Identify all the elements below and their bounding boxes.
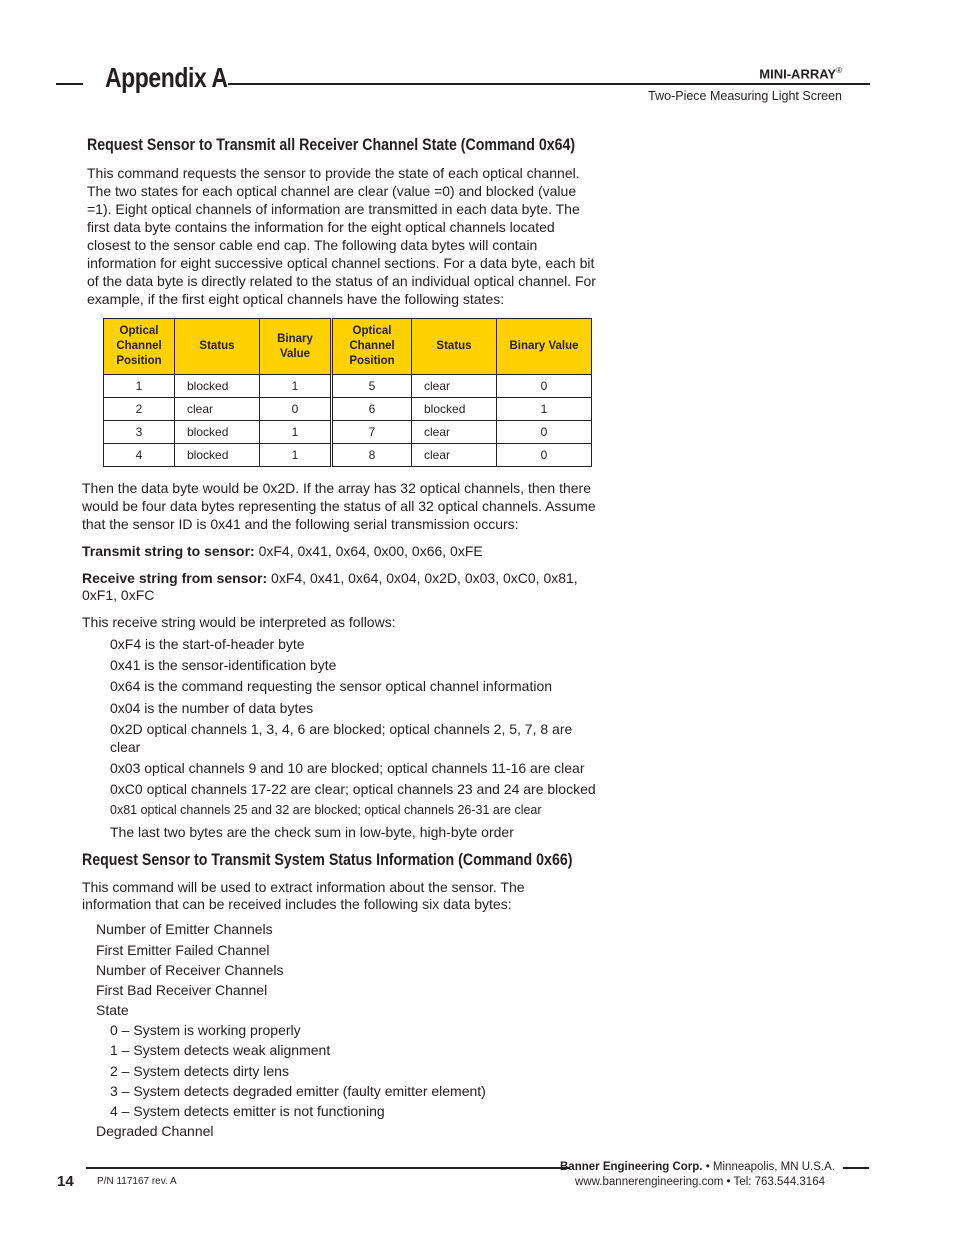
- col-header-status-2: Status: [412, 319, 497, 375]
- body-line: Then the data byte would be 0x2D. If the array has 32 optical channels, then there: [82, 480, 591, 496]
- cell-status: blocked: [175, 444, 260, 467]
- cell-position: 1: [104, 375, 175, 398]
- receive-value: 0xF4, 0x41, 0x64, 0x04, 0x2D, 0x03, 0xC0, 0x81,: [267, 570, 578, 586]
- cell-position: 3: [104, 421, 175, 444]
- table-row: [104, 398, 592, 421]
- col-header-binary-2: Binary Value: [497, 319, 592, 375]
- receive-string: [82, 570, 578, 586]
- table-row: [104, 375, 592, 398]
- cell-position: 6: [332, 398, 412, 421]
- col-header-binary: Binary Value: [260, 319, 332, 375]
- company-name: Banner Engineering Corp.: [560, 1161, 703, 1173]
- col-header-status: Status: [175, 319, 260, 375]
- transmit-value: 0xF4, 0x41, 0x64, 0x00, 0x66, 0xFE: [254, 543, 483, 559]
- cell-binary: 1: [260, 444, 332, 467]
- registered-mark: ®: [836, 66, 842, 75]
- list-item: clear: [110, 739, 141, 755]
- section-heading-0x64: Request Sensor to Transmit all Receiver Channel State (Command 0x64): [87, 136, 576, 154]
- cell-position: 5: [332, 375, 412, 398]
- page-title: Appendix A: [105, 62, 228, 93]
- header-rule-left: [56, 83, 83, 85]
- state-value: 1 – System detects weak alignment: [110, 1042, 331, 1058]
- table-row: [104, 421, 592, 444]
- cell-binary: 0: [497, 375, 592, 398]
- cell-position: 2: [104, 398, 175, 421]
- product-name-text: MINI-ARRAY: [759, 66, 837, 82]
- cell-binary: 1: [260, 375, 332, 398]
- cell-binary: 0: [497, 444, 592, 467]
- list-item: Number of Emitter Channels: [96, 921, 273, 937]
- company-location: • Minneapolis, MN U.S.A.: [702, 1161, 835, 1173]
- cell-position: 4: [104, 444, 175, 467]
- intro-line: example, if the first eight optical channels have the following states:: [87, 291, 505, 307]
- state-value: 4 – System detects emitter is not functioning: [110, 1103, 385, 1119]
- part-number: P/N 117167 rev. A: [97, 1176, 177, 1187]
- intro-line: The two states for each optical channel are clear (value =0) and blocked (value: [87, 183, 577, 199]
- cell-status: clear: [412, 421, 497, 444]
- cell-position: 7: [332, 421, 412, 444]
- section-heading-0x66: Request Sensor to Transmit System Status Information (Command 0x66): [82, 851, 573, 869]
- footer-company: [560, 1161, 835, 1173]
- list-item: 0x04 is the number of data bytes: [110, 700, 314, 716]
- receive-label: Receive string from sensor:: [82, 570, 268, 586]
- cell-status: clear: [412, 444, 497, 467]
- state-value: 2 – System detects dirty lens: [110, 1063, 289, 1079]
- footer-web-tel: www.bannerengineering.com • Tel: 763.544.3164: [575, 1176, 825, 1188]
- intro-line: information for eight successive optical channel sections. For a data byte, each bit: [87, 255, 595, 271]
- page-number: 14: [57, 1173, 74, 1190]
- intro-line: first data byte contains the information for the eight optical channels located: [87, 219, 555, 235]
- receive-string-cont: 0xF1, 0xFC: [82, 587, 155, 603]
- list-item: Degraded Channel: [96, 1123, 214, 1139]
- product-subtitle: Two-Piece Measuring Light Screen: [648, 89, 842, 103]
- list-item: First Emitter Failed Channel: [96, 942, 270, 958]
- list-item: 0x41 is the sensor-identification byte: [110, 657, 337, 673]
- product-name: [759, 66, 842, 81]
- list-item: First Bad Receiver Channel: [96, 982, 268, 998]
- transmit-label: Transmit string to sensor:: [82, 543, 255, 559]
- col-header-position-2: Optical Channel Position: [332, 319, 412, 375]
- cell-status: clear: [412, 375, 497, 398]
- state-value: 0 – System is working properly: [110, 1022, 301, 1038]
- footer-rule-mid: [86, 1167, 570, 1169]
- cell-position: 8: [332, 444, 412, 467]
- cell-status: blocked: [412, 398, 497, 421]
- list-item: 0x64 is the command requesting the sensor optical channel information: [110, 678, 553, 694]
- cell-binary: 1: [497, 398, 592, 421]
- body-line: would be four data bytes representing the status of all 32 optical channels. Assume: [82, 498, 596, 514]
- table-row: [104, 444, 592, 467]
- list-item: The last two bytes are the check sum in low-byte, high-byte order: [110, 824, 514, 840]
- footer-rule-right: [843, 1167, 869, 1169]
- cell-binary: 1: [260, 421, 332, 444]
- channel-state-table: [103, 318, 592, 467]
- list-item: 0x81 optical channels 25 and 32 are blocked; optical channels 26-31 are clear: [110, 803, 542, 817]
- cell-binary: 0: [260, 398, 332, 421]
- body-line: that the sensor ID is 0x41 and the following serial transmission occurs:: [82, 516, 519, 532]
- list-item: 0xF4 is the start-of-header byte: [110, 636, 305, 652]
- cell-status: blocked: [175, 375, 260, 398]
- table-header-row: [104, 319, 592, 375]
- intro-line: of the data byte is directly related to the status of an individual optical channel. For: [87, 273, 596, 289]
- transmit-string: [82, 543, 483, 559]
- intro-line: =1). Eight optical channels of information are transmitted in each data byte. The: [87, 201, 580, 217]
- cell-binary: 0: [497, 421, 592, 444]
- cell-status: blocked: [175, 421, 260, 444]
- list-item: State: [96, 1002, 129, 1018]
- body-line: This command will be used to extract information about the sensor. The: [82, 879, 525, 895]
- interpret-intro: This receive string would be interpreted as follows:: [82, 614, 396, 630]
- header-rule-right: [228, 83, 870, 85]
- body-line: information that can be received includes the following six data bytes:: [82, 896, 512, 912]
- col-header-position: Optical Channel Position: [104, 319, 175, 375]
- list-item: Number of Receiver Channels: [96, 962, 284, 978]
- list-item: 0xC0 optical channels 17-22 are clear; optical channels 23 and 24 are blocked: [110, 781, 596, 797]
- intro-line: closest to the sensor cable end cap. The following data bytes will contain: [87, 237, 538, 253]
- list-item: 0x2D optical channels 1, 3, 4, 6 are blocked; optical channels 2, 5, 7, 8 are: [110, 721, 573, 737]
- intro-line: This command requests the sensor to provide the state of each optical channel.: [87, 165, 580, 181]
- state-value: 3 – System detects degraded emitter (faulty emitter element): [110, 1083, 486, 1099]
- list-item: 0x03 optical channels 9 and 10 are blocked; optical channels 11-16 are clear: [110, 760, 585, 776]
- cell-status: clear: [175, 398, 260, 421]
